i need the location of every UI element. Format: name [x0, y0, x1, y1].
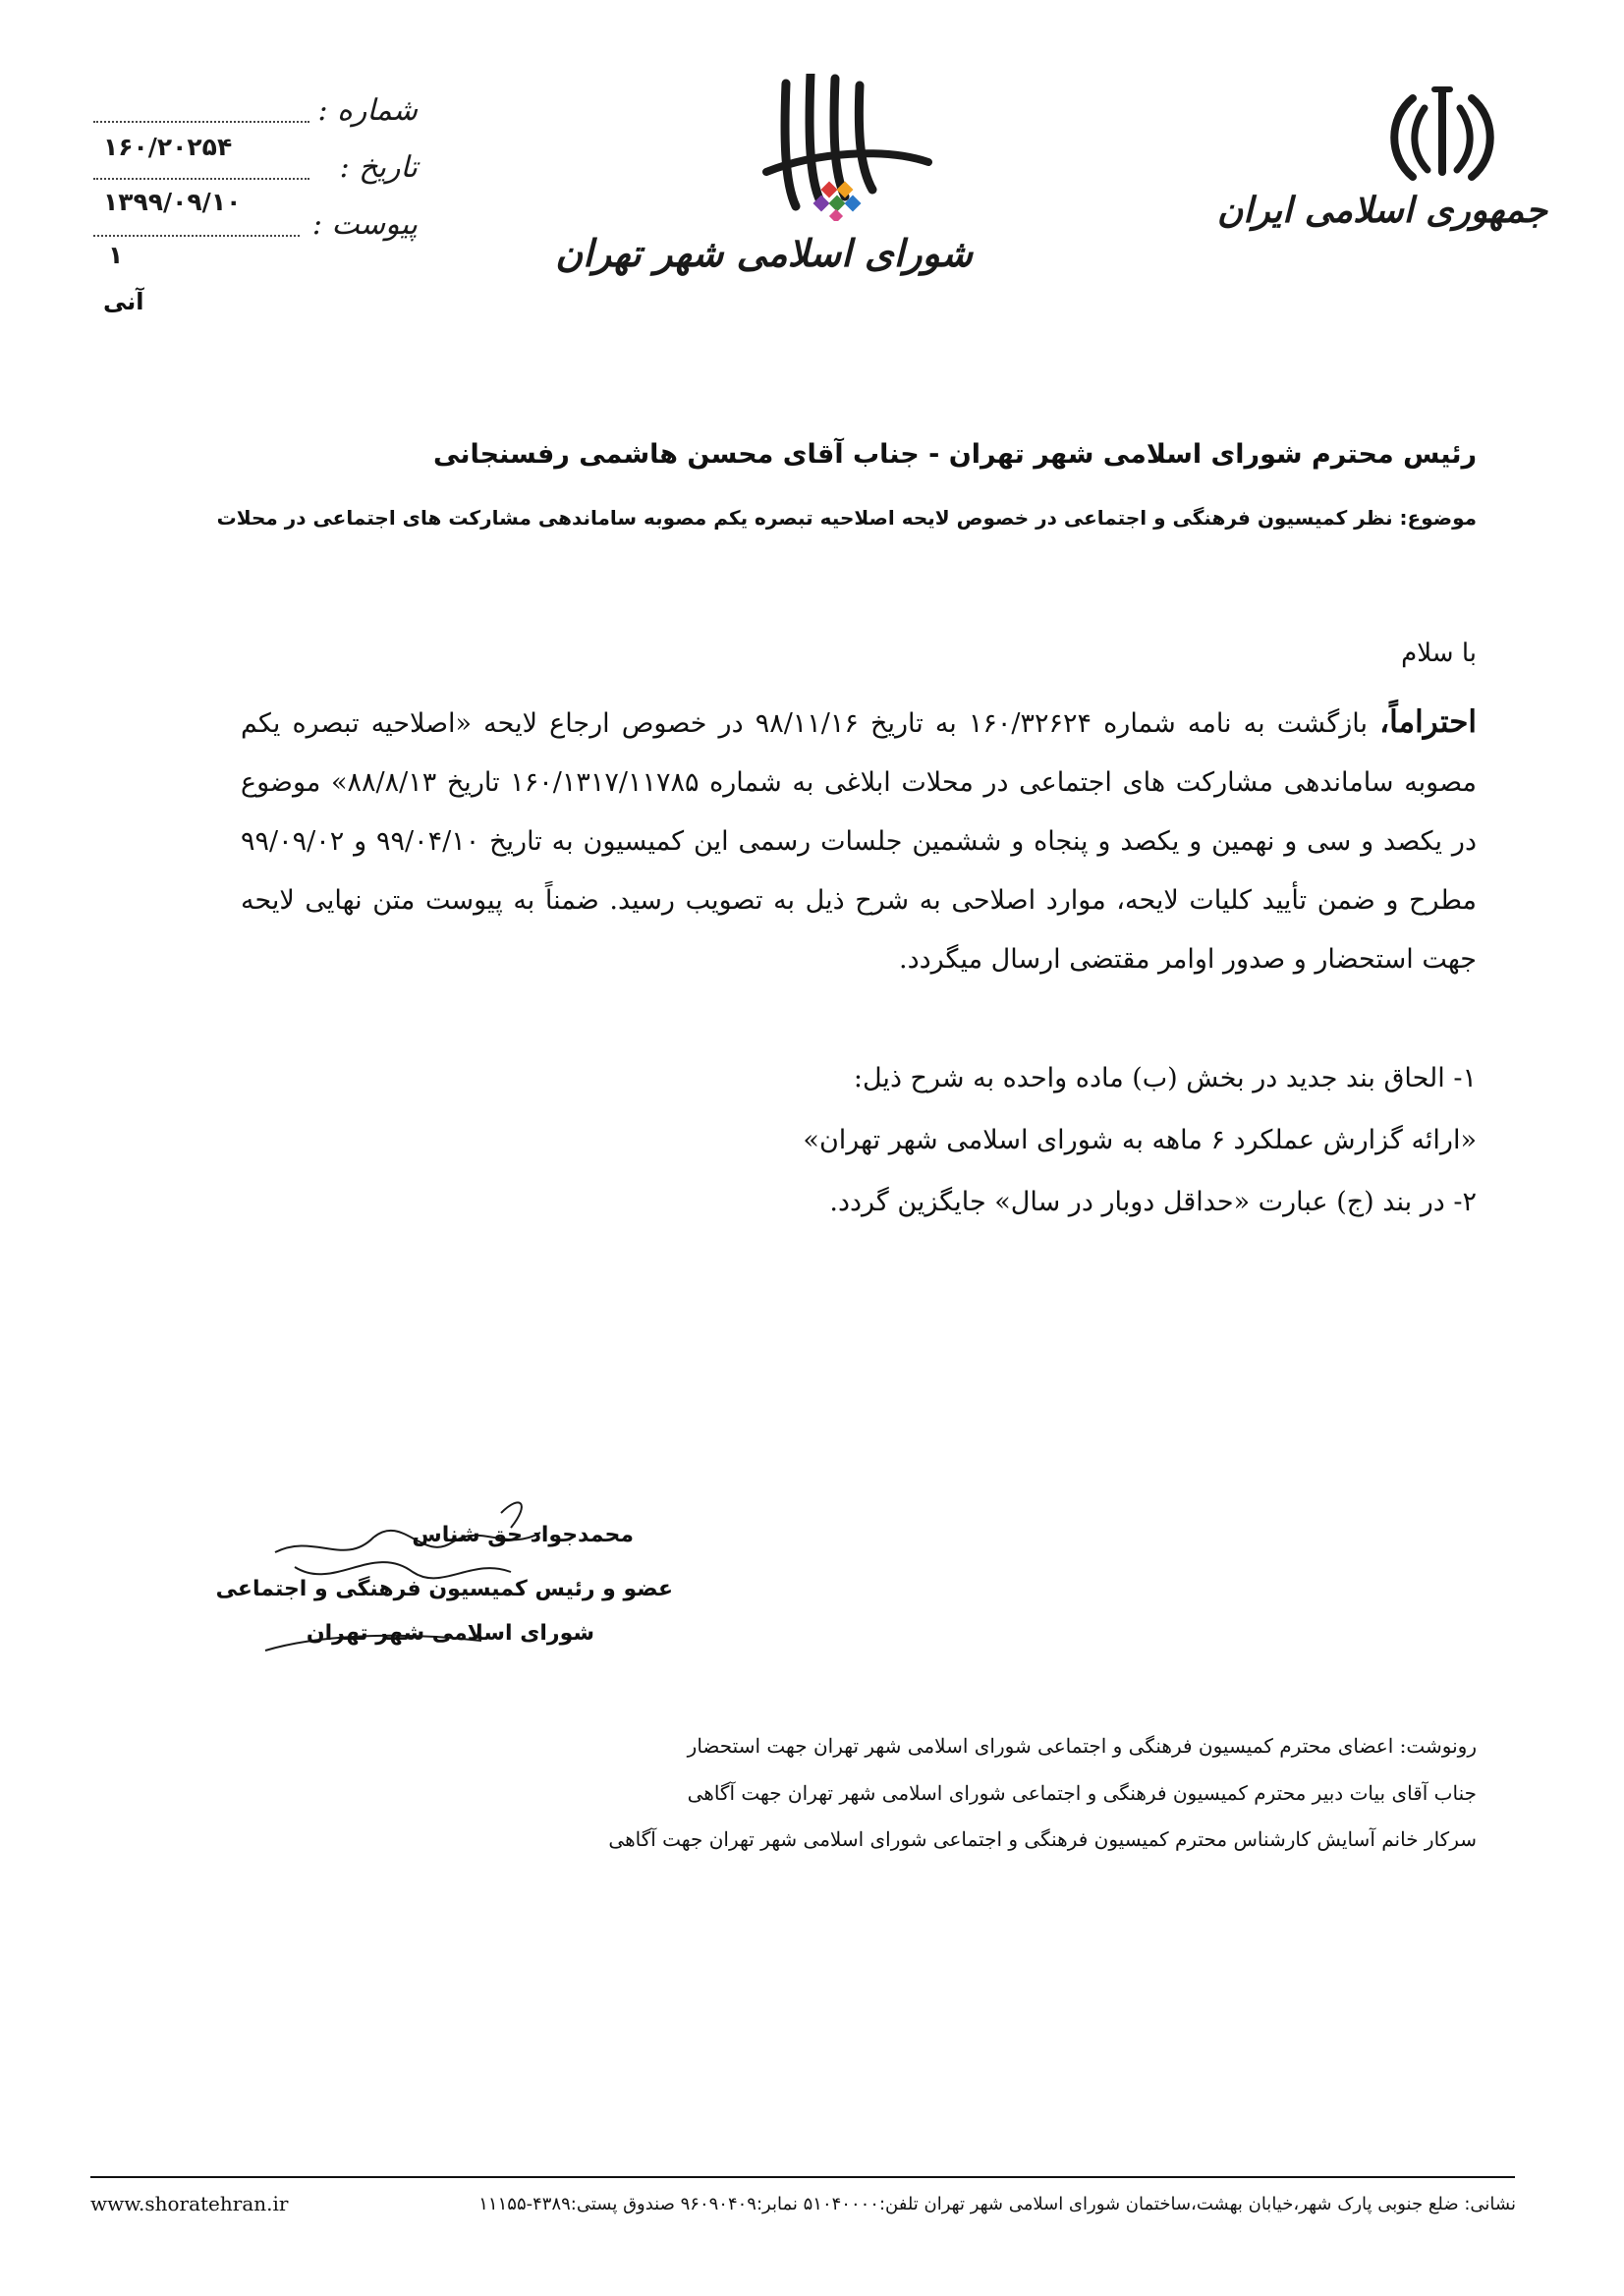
- council-logo: [555, 74, 982, 300]
- attachment-label: پیوست :: [311, 207, 418, 242]
- footer-address: نشانی: ضلع جنوبی پارک شهر،خیابان بهشت،ساختمان شورای اسلامی شهر تهران تلفن:۵۱۰۴۰۰۰۰ نمابر:۹۶۰۹۰۴۰۹ صندوق پستی:۴۳۸۹-۱۱۱۵۵: [478, 2194, 1516, 2214]
- date-dots: [93, 178, 309, 180]
- date-value: ۱۳۹۹/۰۹/۱۰: [103, 188, 242, 216]
- subject-line: موضوع: نظر کمیسیون فرهنگی و اجتماعی در خصوص لایحه اصلاحیه تبصره یکم مصوبه ساماندهی مشارکت های اجتماعی در محلات: [216, 506, 1477, 530]
- signer-title: عضو و رئیس کمیسیون فرهنگی و اجتماعی: [215, 1577, 673, 1601]
- signer-org: شورای اسلامی شهر تهران: [306, 1621, 594, 1646]
- urgency-label: آنی: [103, 288, 144, 315]
- attachment-dots: [93, 235, 300, 237]
- letter-meta: [93, 93, 418, 329]
- item-1: ۱- الحاق بند جدید در بخش (ب) ماده واحده به شرح ذیل:: [853, 1063, 1477, 1093]
- cc-line-2: جناب آقای بیات دبیر محترم کمیسیون فرهنگی و اجتماعی شورای اسلامی شهر تهران جهت آگاهی: [687, 1781, 1477, 1805]
- attachment-value: ۱: [108, 241, 124, 269]
- number-dots: [93, 121, 309, 123]
- number-label: شماره :: [317, 93, 418, 128]
- item-1-quote: «ارائه گزارش عملکرد ۶ ماهه به شورای اسلامی شهر تهران»: [803, 1125, 1477, 1155]
- salutation: احتراماً،: [1379, 704, 1477, 740]
- cc-line-3: سرکار خانم آسایش کارشناس محترم کمیسیون فرهنگی و اجتماعی شورای اسلامی شهر تهران جهت آگاهی: [608, 1827, 1477, 1851]
- date-label: تاریخ :: [339, 150, 418, 185]
- council-caption: شورای اسلامی شهر تهران: [555, 231, 973, 275]
- council-emblem-icon: [668, 74, 982, 221]
- republic-caption: جمهوری اسلامی ایران: [1216, 190, 1547, 231]
- cc-line-1: رونوشت: اعضای محترم کمیسیون فرهنگی و اجتماعی شورای اسلامی شهر تهران جهت استحضار: [687, 1734, 1477, 1758]
- republic-emblem: [1216, 84, 1547, 251]
- footer-website: www.shoratehran.ir: [90, 2192, 289, 2215]
- iran-emblem-icon: [1383, 84, 1501, 187]
- signature-block: [215, 1474, 688, 1690]
- signer-name: محمدجواد حق شناس: [412, 1523, 634, 1547]
- item-2: ۲- در بند (ج) عبارت «حداقل دوبار در سال» جایگزین گردد.: [829, 1187, 1477, 1217]
- footer-rule: [90, 2176, 1515, 2178]
- body-paragraph: بازگشت به نامه شماره ۱۶۰/۳۲۶۲۴ به تاریخ ۹۸/۱۱/۱۶ در خصوص ارجاع لایحه «اصلاحیه تبصره یکم مصوبه ساماندهی مشارکت های اجتماعی در محلات ابلاغی به شماره ۱۶۰/۱۳۱۷/۱۱۷۸۵ تاریخ ۸۸/۸/۱۳» موضوع در یکصد و سی و نهمین و یکصد و پنجاه و ششمین جلسات رسمی این کمیسیون به تاریخ ۹۹/۰۴/۱۰ و ۹۹/۰۹/۰۲ مطرح و ضمن تأیید کلیات لایحه، موارد اصلاحی به شرح ذیل به تصویب رسید. ضمناً به پیوست متن نهایی لایحه جهت استحضار و صدور اوامر مقتضی ارسال میگردد.: [241, 708, 1478, 975]
- greeting: با سلام: [1401, 639, 1477, 668]
- recipient-heading: رئیس محترم شورای اسلامی شهر تهران - جناب آقای محسن هاشمی رفسنجانی: [433, 439, 1477, 470]
- letter-body: [241, 693, 1477, 989]
- number-value: ۱۶۰/۲۰۲۵۴: [103, 133, 233, 161]
